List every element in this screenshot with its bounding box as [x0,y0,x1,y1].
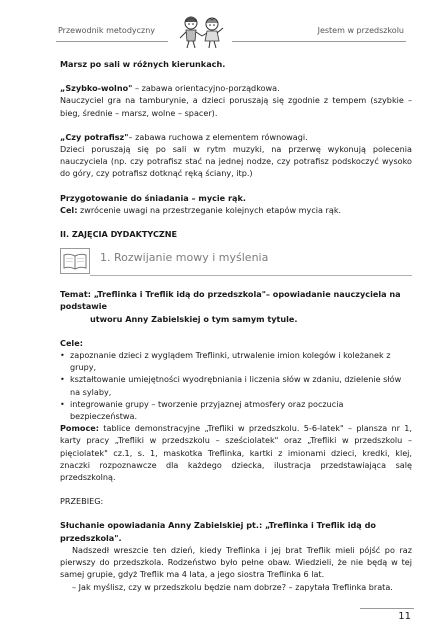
cele-item-2-cont: na sylaby, [70,386,112,397]
paragraph-marsz: Marsz po sali w różnych kierunkach. [60,59,226,69]
page-number: 11 [398,611,411,622]
cele-item-2: • kształtowanie umiejętności wyodrębniania i liczenia słów w zdaniu, dzielenie słów [60,373,412,385]
section-heading: II. ZAJĘCIA DYDAKTYCZNE [60,229,178,240]
subsection-rule [90,275,412,276]
page-header [56,20,406,42]
game-title-szybko-wolno: „Szybko-wolno" [60,83,133,94]
header-right-title: Jestem w przedszkolu [317,26,404,35]
pomoce-paragraph: Pomoce: tablice demonstracyjne „Trefliki w przedszkolu. 5-6-latek" – plansza nr 1, karty pracy „Trefliki w przedszkolu – sześciolatek" oraz „Trefliki w przedszkolu – pięciolatek" cz.1, s. 1, maskotka Treflinka, kartki z imionami dzieci, kredki, klej, znaczki rozpoznawcze dla każdego dziecka, ilustracja przedstawiająca salę przedszkolną. [60,423,412,483]
page-content [60,58,412,593]
open-book-icon [60,248,90,274]
paragraph-czy-potrafisz-desc: Dzieci poruszają się po sali w rytm muzyki, na przerwę wykonują polecenia nauczyciela (np. czy potrafisz stać na jednej nodze, czy potrafisz podskoczyć wysoko do góry, czy potrafisz dotknąć ręką ściany, itp.) [60,144,412,179]
temat-line: Temat: „Treflinka i Treflik idą do przedszkola"– opowiadanie nauczyciela na podstawie [60,289,401,312]
header-rule-left [56,41,168,42]
header-rule-right [232,41,406,42]
story-paragraph-2: – Jak myślisz, czy w przedszkolu będzie nam dobrze? – zapytała Treflinka brata. [72,581,393,592]
paragraph-szybko-wolno: „Szybko-wolno" – zabawa orientacyjno-porządkowa. [60,83,280,94]
paragraph-przygotowanie: Przygotowanie do śniadania – mycie rąk. [60,192,246,203]
story-paragraph-1: Nadszedł wreszcie ten dzień, kiedy Treflinka i jej brat Treflik mieli pójść po raz pierwszy do przedszkola. Rodzeństwo było pełne obaw. Wiedzieli, że nie będą w tej samej grupie, gdyż Treflik ma 4 lata, a jego siostra Treflinka 6 lat. [60,544,412,580]
temat-line-2: utworu Anny Zabielskiej o tym samym tytule. [90,313,298,324]
children-illustration-icon [174,14,228,50]
footer-rule [360,608,414,609]
subsection-title: 1. Rozwijanie mowy i myślenia [100,251,269,265]
subsection-header [60,246,412,278]
paragraph-szybko-wolno-desc: Nauczyciel gra na tamburynie, a dzieci poruszają się zgodnie z tempem (szybkie – bieg, średnie – marsz, wolne – spacer). [60,95,412,118]
game-title-czy-potrafisz: „Czy potrafisz" [60,131,129,142]
paragraph-czy-potrafisz: „Czy potrafisz"– zabawa ruchowa z elementem równowagi. [60,131,308,142]
sluchanie-heading: Słuchanie opowiadania Anny Zabielskiej pt.: „Treflinka i Treflik idą do przedszkola". [60,520,376,543]
paragraph-cel: Cel: zwrócenie uwagi na przestrzeganie kolejnych etapów mycia rąk. [60,204,342,215]
header-left-title: Przewodnik metodyczny [58,26,156,35]
cele-label: Cele: [60,337,83,348]
przebieg-heading: PRZEBIEG: [60,496,104,507]
cele-item-3: • integrowanie grupy – tworzenie przyjaznej atmosfery oraz poczucia bezpieczeństwa. [60,398,412,422]
cele-item-1: • zapoznanie dzieci z wyglądem Treflinki, utrwalenie imion kolegów i koleżanek z grupy, [60,349,412,373]
